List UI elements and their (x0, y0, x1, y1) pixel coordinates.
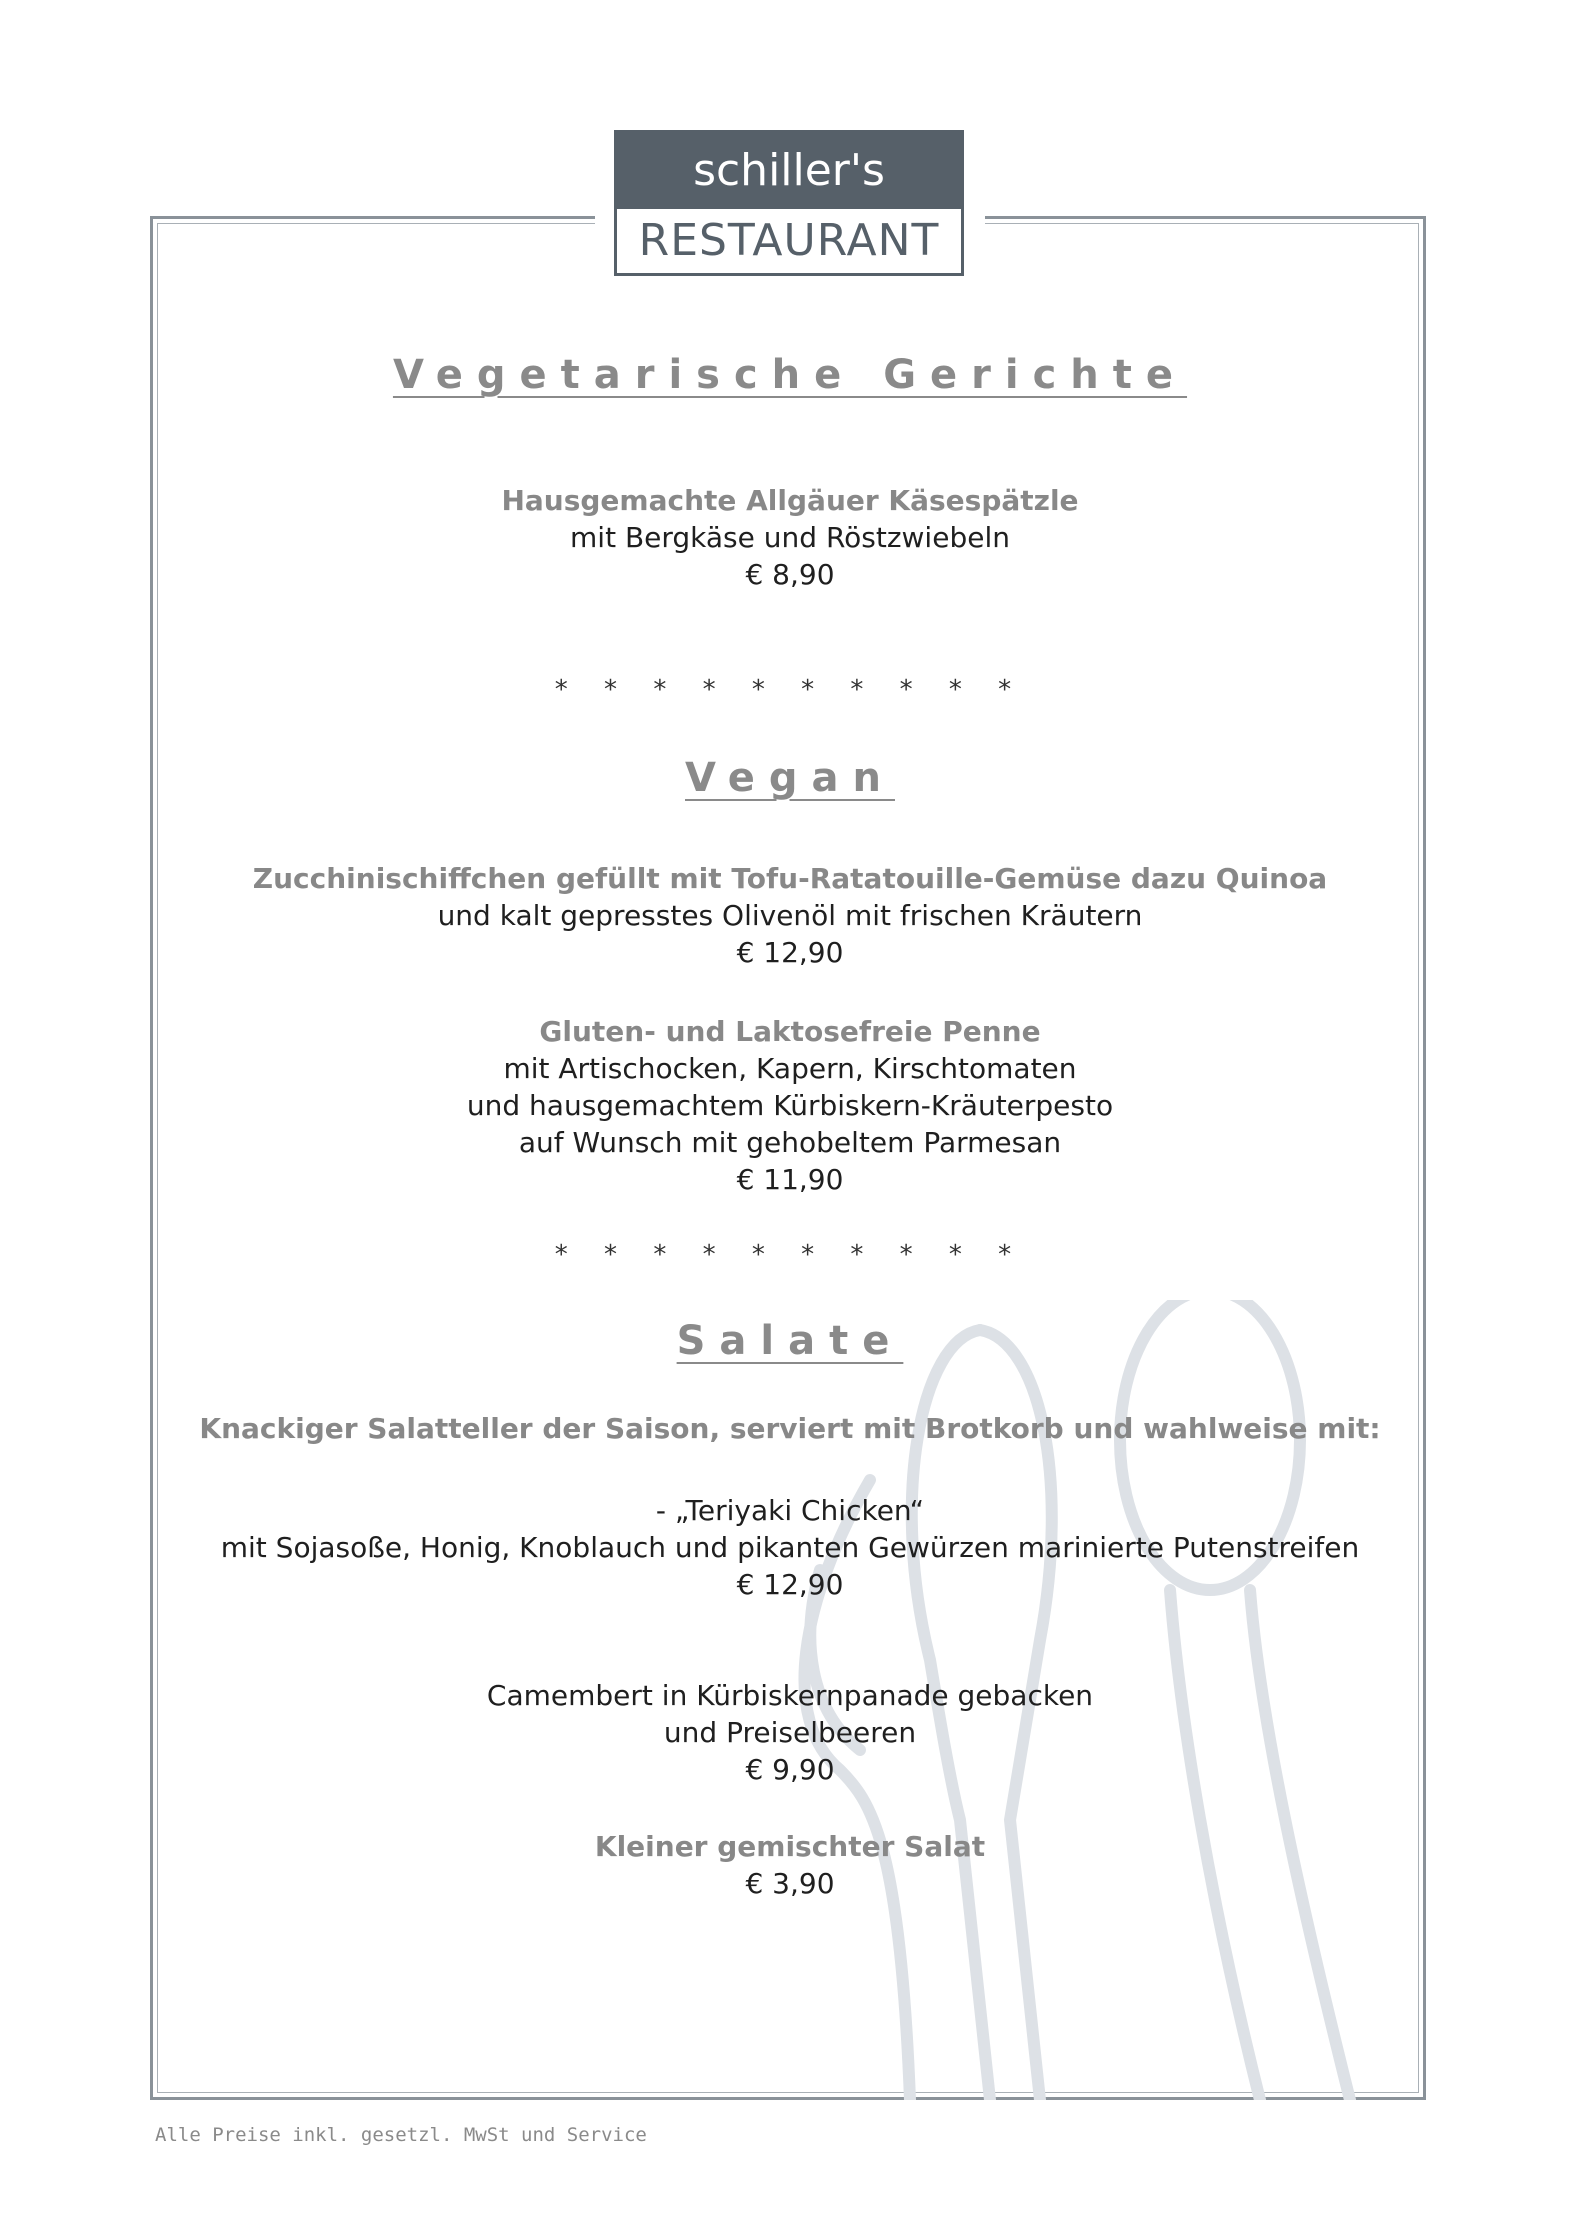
dish-small-salad (160, 1828, 1420, 1902)
dish-camembert (160, 1677, 1420, 1788)
dish-price: € 12,90 (736, 1568, 844, 1601)
dish-price: € 8,90 (745, 558, 835, 591)
section-title-vegan: Vegan (685, 755, 895, 801)
dish-title: Kleiner gemischter Salat (594, 1830, 986, 1863)
dish-description: mit Artischocken, Kapern, Kirschtomaten (503, 1052, 1077, 1085)
dish-price: € 12,90 (736, 936, 844, 969)
dish-kaesespaetzle (160, 482, 1420, 593)
footer-note: Alle Preise inkl. gesetzl. MwSt und Service (155, 2124, 647, 2146)
dish-price: € 11,90 (736, 1163, 844, 1196)
dish-description: und hausgemachtem Kürbiskern-Kräuterpesto (466, 1089, 1114, 1122)
dish-penne (160, 1013, 1420, 1198)
logo-line-1: schiller's (617, 133, 961, 209)
dish-title: Camembert in Kürbiskernpanade gebacken (486, 1679, 1094, 1712)
dish-description: und kalt gepresstes Olivenöl mit frischen Kräutern (437, 899, 1143, 932)
dish-title: Gluten- und Laktosefreie Penne (539, 1015, 1041, 1048)
section-title-salads: Salate (676, 1318, 904, 1364)
salads-intro-text: Knackiger Salatteller der Saison, serviert mit Brotkorb und wahlweise mit: (199, 1412, 1381, 1445)
dish-zucchinischiffchen (160, 860, 1420, 971)
separator-stars: * * * * * * * * * * (554, 675, 1026, 705)
dish-title: Zucchinischiffchen gefüllt mit Tofu-Ratatouille-Gemüse dazu Quinoa (252, 862, 1328, 895)
dish-description: und Preiselbeeren (663, 1716, 917, 1749)
logo-line-2: RESTAURANT (638, 215, 940, 266)
section-title-vegetarian: Vegetarische Gerichte (392, 352, 1188, 398)
dish-title: Hausgemachte Allgäuer Käsespätzle (501, 484, 1079, 517)
salads-intro (160, 1410, 1420, 1447)
dish-price: € 9,90 (745, 1753, 835, 1786)
dish-price: € 3,90 (745, 1867, 835, 1900)
dish-description: auf Wunsch mit gehobeltem Parmesan (518, 1126, 1062, 1159)
separator-stars: * * * * * * * * * * (554, 1240, 1026, 1270)
dish-title: - „Teriyaki Chicken“ (655, 1494, 925, 1527)
dish-description: mit Bergkäse und Röstzwiebeln (570, 521, 1010, 554)
dish-teriyaki-chicken (160, 1492, 1420, 1603)
dish-description: mit Sojasoße, Honig, Knoblauch und pikanten Gewürzen marinierte Putenstreifen (220, 1531, 1360, 1564)
restaurant-logo (614, 130, 964, 276)
